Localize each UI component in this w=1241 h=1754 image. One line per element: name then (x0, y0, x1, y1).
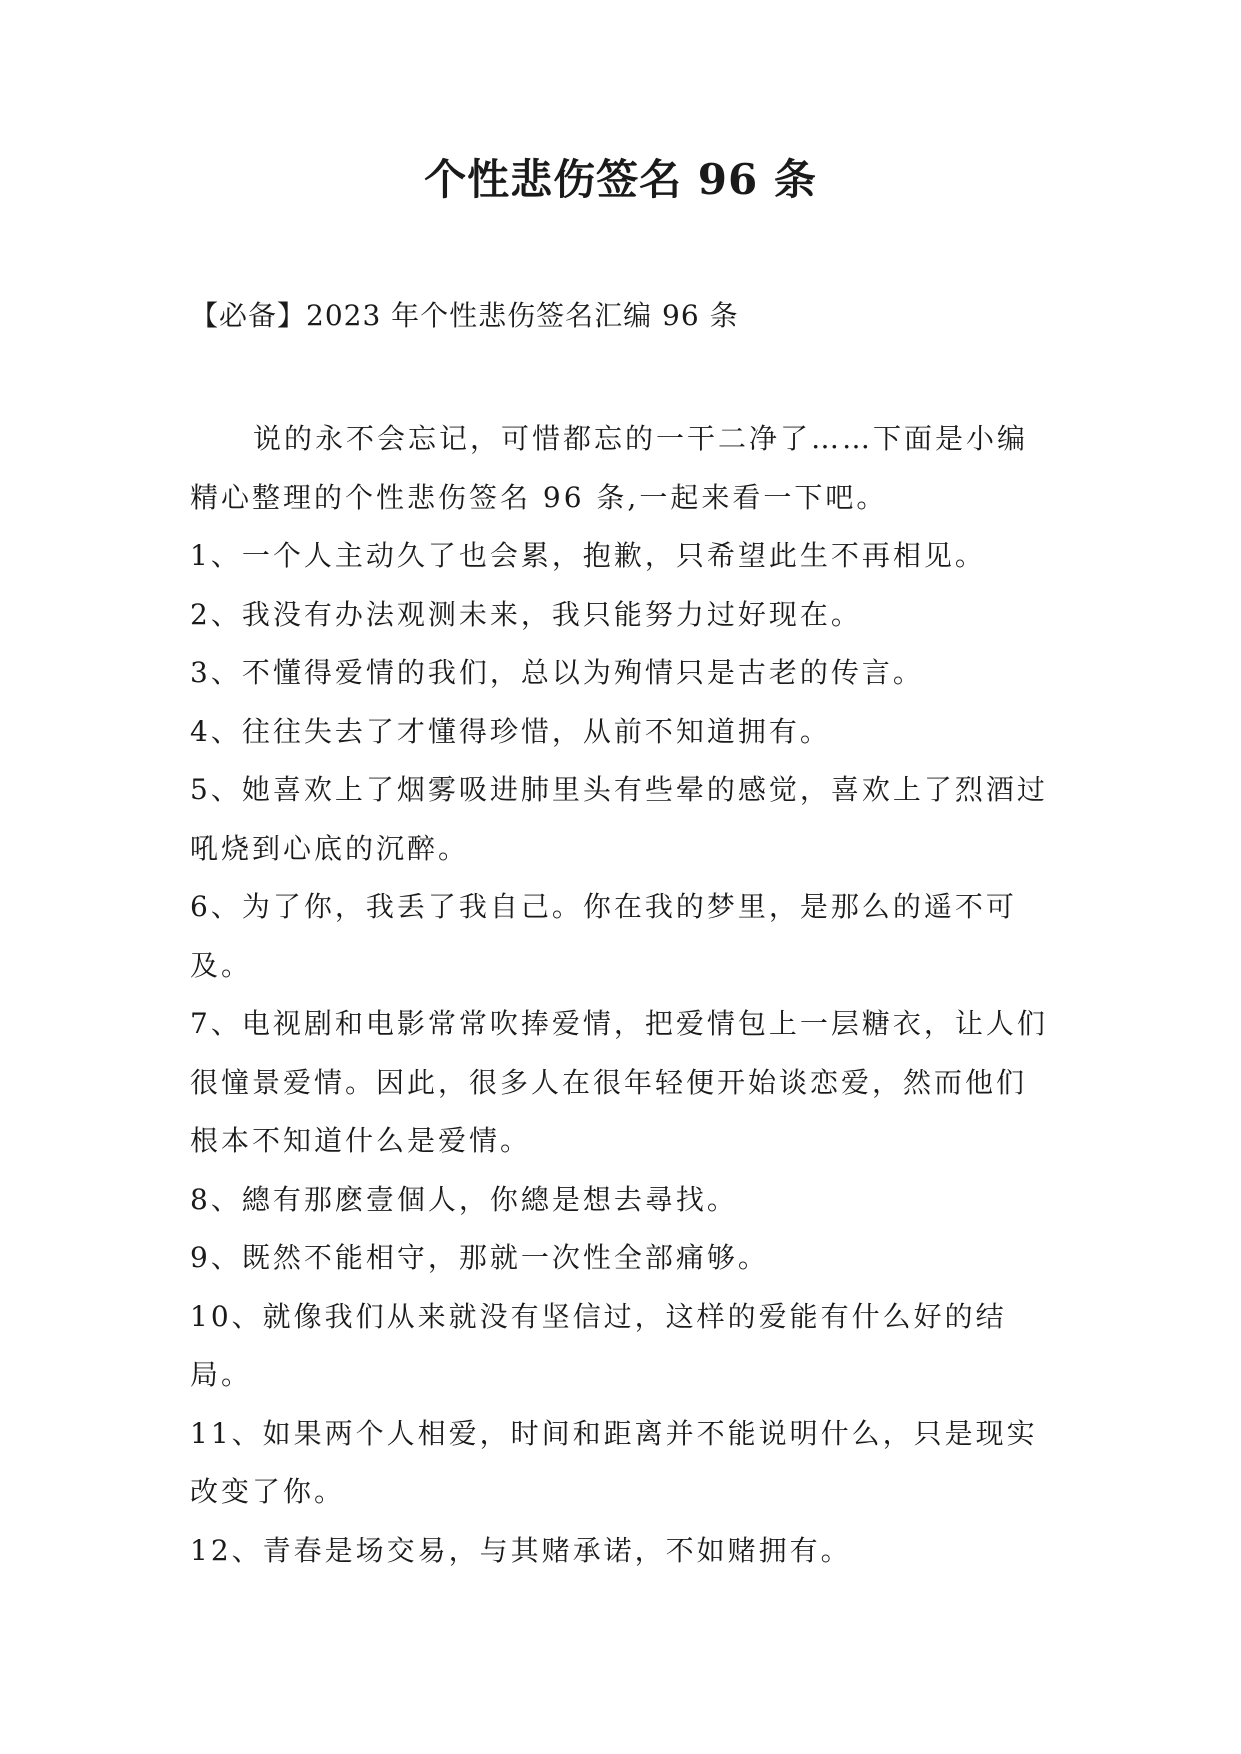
list-item: 4、往往失去了才懂得珍惜，从前不知道拥有。 (190, 714, 831, 748)
list-item: 5、她喜欢上了烟雾吸进肺里头有些晕的感觉，喜欢上了烈酒过吼烧到心底的沉醉。 (190, 773, 1048, 865)
list-item: 12、青春是场交易，与其赌承诺，不如赌拥有。 (190, 1533, 852, 1567)
list-item: 9、既然不能相守，那就一次性全部痛够。 (190, 1241, 769, 1274)
list-item: 3、不懂得爱情的我们，总以为殉情只是古老的传言。 (190, 656, 924, 689)
list-item: 7、电视剧和电影常常吹捧爱情，把爱情包上一层糖衣，让人们很憧景爱情。因此，很多人在很年轻便开始谈恋爱，然而他们根本不知道什么是爱情。 (190, 1007, 1048, 1157)
intro-paragraph: 说的永不会忘记，可惜都忘的一干二净了……下面是小编精心整理的个性悲伤签名 96 条,一起来看一下吧。 (190, 422, 1029, 514)
list-item: 11、如果两个人相爱，时间和距离并不能说明什么，只是现实改变了你。 (190, 1416, 1038, 1508)
list-item: 2、我没有办法观测未来，我只能努力过好现在。 (190, 597, 862, 631)
document-subtitle: 【必备】2023 年个性悲伤签名汇编 96 条 (190, 299, 739, 332)
list-item: 1、一个人主动久了也会累，抱歉，只希望此生不再相见。 (190, 539, 986, 572)
document-title: 个性悲伤签名 96 条 (424, 155, 817, 204)
list-item: 6、为了你，我丢了我自己。你在我的梦里，是那么的遥不可及。 (190, 890, 1017, 982)
list-item: 10、就像我们从来就没有坚信过，这样的爱能有什么好的结局。 (190, 1299, 1007, 1391)
document-body (190, 410, 1056, 1580)
list-item: 8、總有那麽壹個人，你總是想去尋找。 (190, 1182, 738, 1216)
